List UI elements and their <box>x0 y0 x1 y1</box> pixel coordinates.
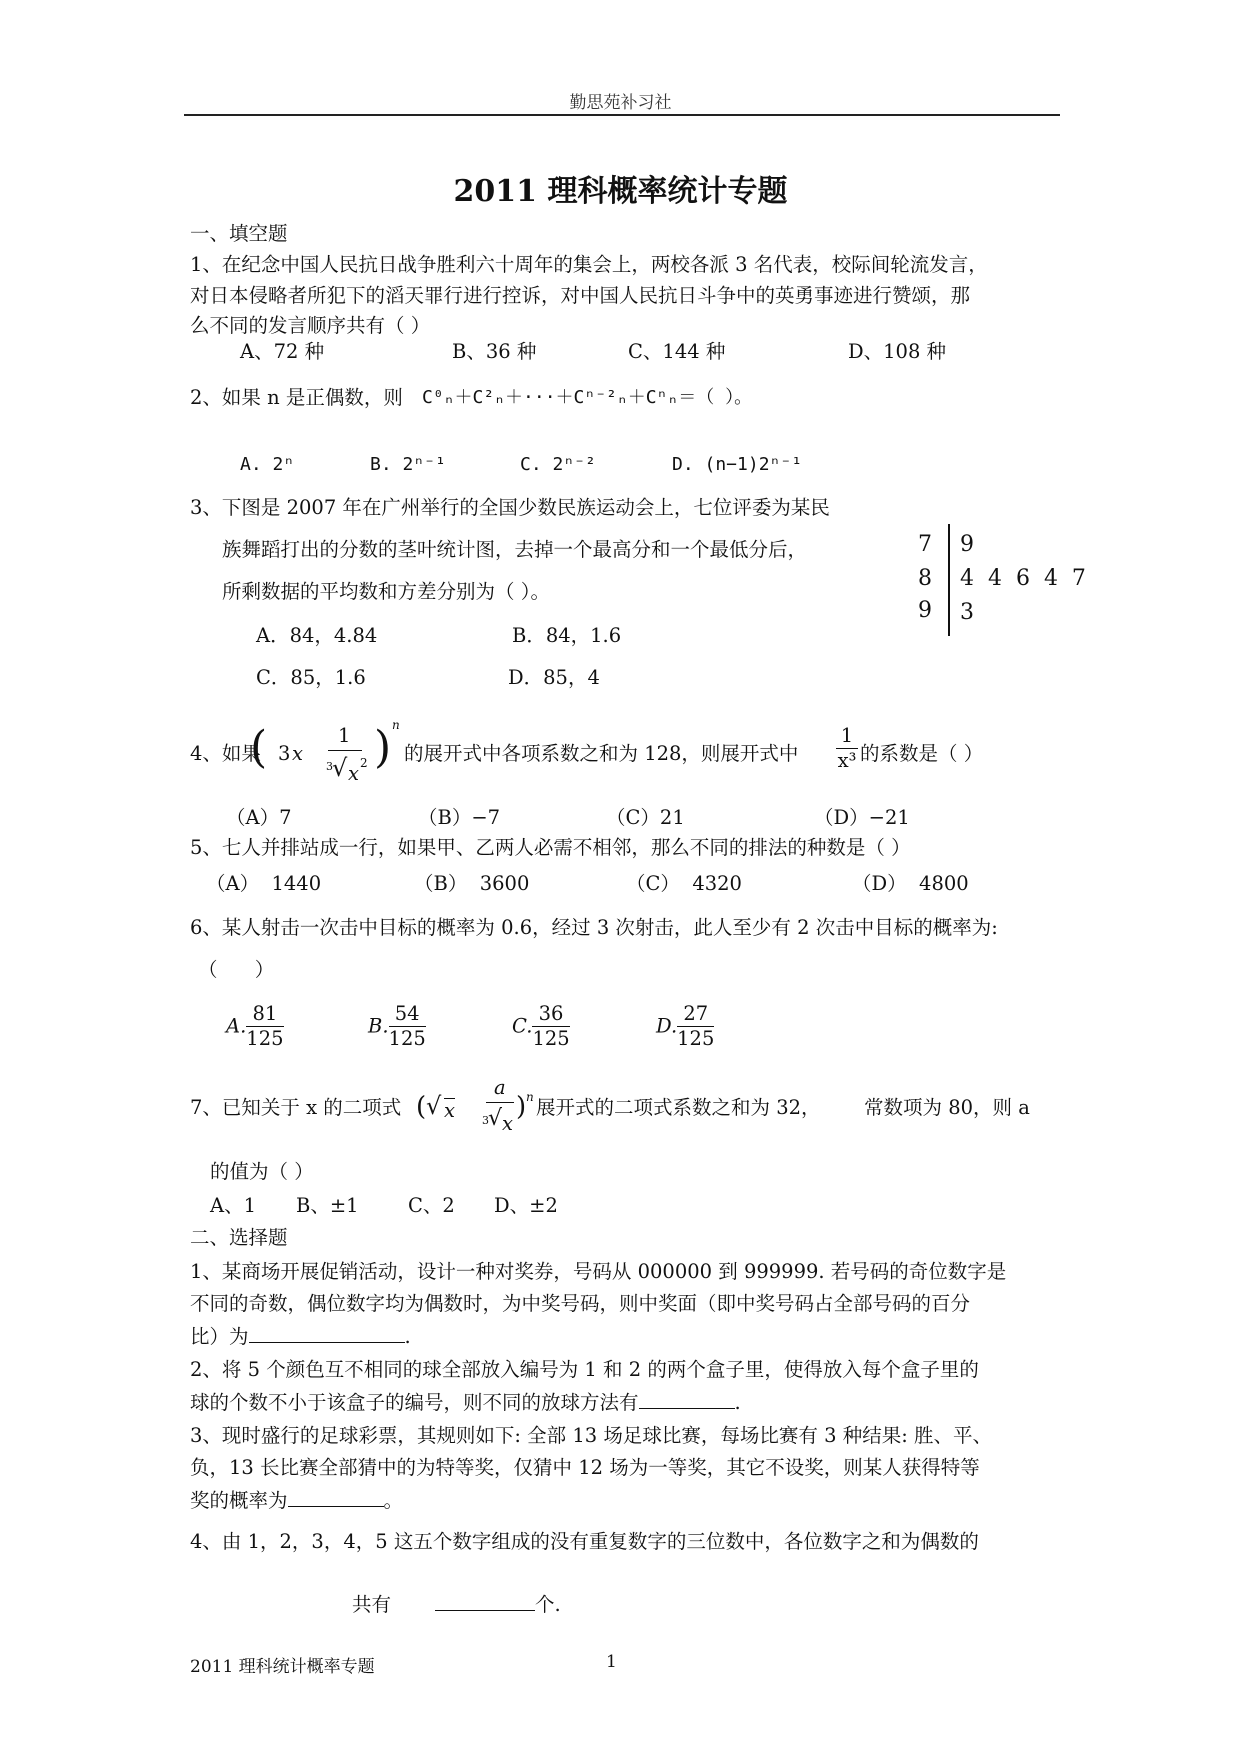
q4-right-paren: ) <box>374 722 392 773</box>
leaves-8: 4 4 6 4 7 <box>960 566 1086 591</box>
q2-option-b: B. 2ⁿ⁻¹ <box>370 454 446 475</box>
q4-frac-num: 1 <box>836 724 858 749</box>
q1-option-d: D、108 种 <box>848 340 947 363</box>
q7-mid: 展开式的二项式系数之和为 32， <box>536 1096 821 1119</box>
q4-exp: n <box>392 718 400 732</box>
page-number: 1 <box>606 1652 617 1672</box>
q4-mid: 的展开式中各项系数之和为 128，则展开式中 <box>404 742 799 765</box>
q2-option-a: A. 2ⁿ <box>240 454 295 475</box>
s2q2-line2 <box>190 1390 741 1415</box>
q6-option-c-num: 36 <box>532 1002 569 1027</box>
q6-option-d-num: 27 <box>677 1002 714 1027</box>
s2q4-line1: 4、由 1，2，3，4，5 这五个数字组成的没有重复数字的三位数中，各位数字之和为偶数的 <box>190 1530 979 1553</box>
stem-9: 9 <box>918 598 932 623</box>
q6-option-c-label: C. <box>512 1014 533 1038</box>
q4-den-exp: 2 <box>360 756 368 770</box>
q6-option-a-num: 81 <box>246 1002 283 1027</box>
q7-root-sign-2: √ <box>488 1106 503 1131</box>
q4-den: x <box>348 762 359 785</box>
s2q4-line2-prefix: 共有 <box>352 1593 392 1616</box>
q7-sqrt-x: x <box>444 1099 455 1122</box>
s2q3-line3-suffix: 。 <box>383 1489 404 1512</box>
stem-8: 8 <box>918 566 932 591</box>
q4-left-paren: ( <box>250 722 268 773</box>
q3-line2: 族舞蹈打出的分数的茎叶统计图，去掉一个最高分和一个最低分后， <box>222 538 808 561</box>
s2q2-answer-blank[interactable] <box>639 1390 735 1409</box>
q4-frac <box>836 724 858 773</box>
q6-option-a <box>226 1002 284 1051</box>
q7-option-b: B、±1 <box>296 1194 359 1217</box>
leaves-9: 3 <box>960 600 974 625</box>
page-header: 勤思苑补习社 <box>569 93 672 113</box>
q4-option-d: （D）−21 <box>814 806 910 829</box>
q7-root-index: 3 <box>482 1114 489 1127</box>
q3-option-a: A．84，4.84 <box>256 624 378 647</box>
stem-7: 7 <box>918 532 932 557</box>
q1-option-c: C、144 种 <box>628 340 726 363</box>
q6-option-b-label: B. <box>368 1014 389 1038</box>
q7-den: x <box>502 1112 513 1135</box>
q6-option-a-label: A. <box>226 1014 247 1038</box>
header-rule <box>184 114 1060 116</box>
q6-option-a-den: 125 <box>246 1027 284 1050</box>
s2q1-line2: 不同的奇数，偶位数字均为偶数时，为中奖号码，则中奖面（即中奖号码占全部号码的百分 <box>190 1292 971 1315</box>
s2q2-line2-prefix: 球的个数不小于该盒子的编号，则不同的放球方法有 <box>190 1391 639 1414</box>
leaves-7: 9 <box>960 532 974 557</box>
q3-line1: 3、下图是 2007 年在广州举行的全国少数民族运动会上，七位评委为某民 <box>190 496 830 519</box>
q4-option-c: （C）21 <box>606 806 685 829</box>
s2q3-line3 <box>190 1488 403 1513</box>
stem-leaf-divider <box>948 524 950 636</box>
q6-line1: 6、某人射击一次击中目标的概率为 0.6，经过 3 次射击，此人至少有 2 次击中目标的概率为: <box>190 916 998 939</box>
q5-line1: 5、七人并排站成一行，如果甲、乙两人必需不相邻，那么不同的排法的种数是（ ） <box>190 836 911 859</box>
q6-option-d <box>656 1002 714 1051</box>
q7-num: a <box>494 1076 506 1099</box>
q6-option-b-den: 125 <box>388 1027 426 1050</box>
q7-left-paren: ( <box>416 1092 427 1122</box>
q5-option-b: （B） 3600 <box>414 872 530 895</box>
q1-line2: 对日本侵略者所犯下的滔天罪行进行控诉，对中国人民抗日斗争中的英勇事迹进行赞颂，那 <box>190 284 971 307</box>
q4-frac-bar <box>328 750 362 751</box>
q7-binomial <box>416 1076 536 1146</box>
q4-option-a: （A）7 <box>226 806 292 829</box>
q7-option-a: A、1 <box>210 1194 256 1217</box>
section-2-heading: 二、选择题 <box>190 1226 288 1249</box>
q7-prefix: 7、已知关于 x 的二项式 <box>190 1096 402 1119</box>
q2-option-d: D. (n−1)2ⁿ⁻¹ <box>672 454 803 475</box>
q3-option-d: D．85，4 <box>508 666 600 689</box>
q7-option-c: C、2 <box>408 1194 455 1217</box>
q6-option-c <box>512 1002 570 1051</box>
q6-option-b <box>368 1002 426 1051</box>
s2q2-line2-suffix: . <box>734 1391 741 1414</box>
q4-coef: 3 <box>278 742 291 765</box>
q4-x: x <box>292 742 303 765</box>
s2q1-line3-suffix: . <box>404 1325 411 1348</box>
q6-option-c-den: 125 <box>532 1027 570 1050</box>
s2q3-line3-prefix: 奖的概率为 <box>190 1489 288 1512</box>
q7-frac-bar <box>486 1102 514 1103</box>
q4-root-index: 3 <box>326 760 333 773</box>
q3-option-c: C．85，1.6 <box>256 666 366 689</box>
s2q4-answer-blank[interactable] <box>435 1592 535 1611</box>
s2q3-answer-blank[interactable] <box>288 1488 384 1507</box>
q3-line3: 所剩数据的平均数和方差分别为（ ）。 <box>222 580 550 603</box>
s2q3-line2: 负，13 长比赛全部猜中的为特等奖，仅猜中 12 场为一等奖，其它不设奖，则某人获得特等 <box>190 1456 980 1479</box>
q2-option-c: C. 2ⁿ⁻² <box>520 454 596 475</box>
q4-num: 1 <box>338 724 351 747</box>
s2q2-line1: 2、将 5 个颜色互不相同的球全部放入编号为 1 和 2 的两个盒子里，使得放入每个盒子里的 <box>190 1358 979 1381</box>
s2q4-line2-suffix: 个. <box>535 1593 561 1616</box>
q7-mid2: 常数项为 80，则 a <box>864 1096 1030 1119</box>
q4-frac-den: x³ <box>837 749 857 772</box>
q2-formula: C⁰ₙ＋C²ₙ＋···＋Cⁿ⁻²ₙ＋Cⁿₙ＝（ ）。 <box>422 387 753 408</box>
q4-prefix: 4、如果 <box>190 742 261 765</box>
q6-line2: （ ） <box>198 958 275 981</box>
q6-option-d-label: D. <box>656 1014 678 1038</box>
q2-prefix: 2、如果 n 是正偶数，则 <box>190 386 403 409</box>
q7-root-sign-1: √ <box>426 1092 442 1120</box>
q7-option-d: D、±2 <box>494 1194 558 1217</box>
q5-option-c: （C） 4320 <box>626 872 742 895</box>
q1-line1: 1、在纪念中国人民抗日战争胜利六十周年的集会上，两校各派 3 名代表，校际间轮流发言， <box>190 253 988 276</box>
s2q4-line2 <box>352 1592 561 1617</box>
q7-right-paren: ) <box>516 1092 527 1122</box>
s2q1-answer-blank[interactable] <box>249 1324 405 1343</box>
q4-option-b: （B）−7 <box>418 806 501 829</box>
q3-option-b: B．84，1.6 <box>512 624 622 647</box>
q7-line2: 的值为（ ） <box>210 1160 314 1183</box>
q6-option-b-num: 54 <box>389 1002 426 1027</box>
q1-option-b: B、36 种 <box>452 340 537 363</box>
document-title: 2011 理科概率统计专题 <box>453 174 788 209</box>
s2q3-line1: 3、现时盛行的足球彩票，其规则如下: 全部 13 场足球比赛，每场比赛有 3 种结果: 胜、平、 <box>190 1424 992 1447</box>
q5-option-d: （D） 4800 <box>852 872 969 895</box>
s2q1-line3-prefix: 比）为 <box>190 1325 249 1348</box>
q1-option-a: A、72 种 <box>240 340 325 363</box>
q7-exp: n <box>526 1090 534 1104</box>
q4-root-sign: √ <box>332 754 348 782</box>
s2q1-line3 <box>190 1324 411 1349</box>
q6-option-d-den: 125 <box>677 1027 715 1050</box>
q5-option-a: （A） 1440 <box>206 872 322 895</box>
section-1-heading: 一、填空题 <box>190 222 288 245</box>
q4-binomial <box>250 712 410 796</box>
q1-line3: 么不同的发言顺序共有（ ） <box>190 314 431 337</box>
s2q1-line1: 1、某商场开展促销活动，设计一种对奖券，号码从 000000 到 999999. 若号码的奇位数字是 <box>190 1260 1007 1283</box>
footer-title: 2011 理科统计概率专题 <box>190 1657 375 1677</box>
q4-suffix: 的系数是（ ） <box>860 742 984 765</box>
